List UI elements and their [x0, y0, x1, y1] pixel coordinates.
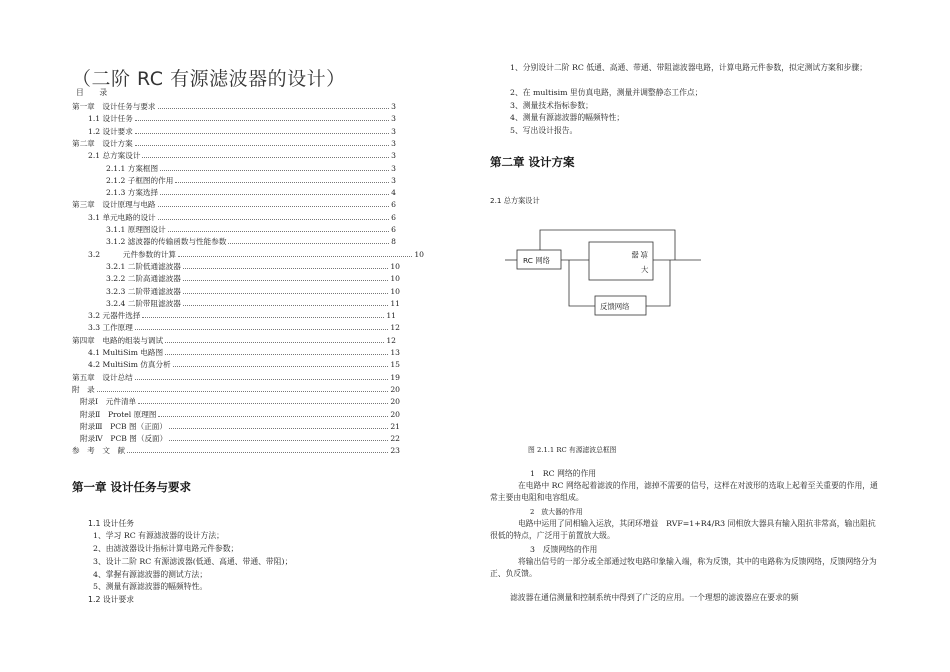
- toc-heading: 目 录: [76, 88, 108, 97]
- toc-leader-dots: [127, 451, 388, 453]
- item1-text: 在电路中 RC 网络起着滤波的作用，滤掉不需要的信号，这样在对波形的选取上起着至关重要的作用，通常主要由电阻和电容组成。: [490, 481, 878, 503]
- item3-text: 将输出信号的一部分或全部通过牧电路印象输入端，称为反馈，其中的电路称为反馈网络，反馈网络分为正、负反馈。: [490, 557, 877, 579]
- task-item: 5、测量有源滤波器的幅频特性。: [93, 582, 208, 591]
- toc-entry-page: 23: [390, 446, 400, 456]
- toc-entry-label: 第一章 设计任务与要求: [72, 102, 156, 111]
- toc-entry[interactable]: [106, 236, 396, 248]
- toc-entry-label: 第三章 设计原理与电路: [72, 200, 156, 210]
- toc-entry-label: 4.2 MultiSim 仿真分析: [88, 360, 171, 370]
- toc-entry[interactable]: [88, 150, 396, 162]
- toc-entry-page: 3: [391, 151, 396, 161]
- toc-leader-dots: [165, 353, 388, 355]
- toc-entry-page: 6: [391, 200, 396, 210]
- toc-leader-dots: [169, 439, 388, 441]
- toc-entry[interactable]: [80, 409, 400, 421]
- toc-entry[interactable]: [80, 421, 400, 433]
- toc-leader-dots: [142, 156, 389, 158]
- toc-leader-dots: [183, 304, 388, 306]
- toc-leader-dots: [160, 169, 389, 171]
- toc-entry-label: 3.3 工作原理: [88, 323, 133, 333]
- task-item: 2、由滤波器设计指标计算电路元件参数；: [93, 544, 239, 553]
- toc-leader-dots: [142, 316, 384, 318]
- task-item: 3、设计二阶 RC 有源滤波器(低通、高通、带通、带阻)；: [93, 557, 293, 566]
- amplifier-block: [589, 242, 653, 280]
- toc-entry-page: 15: [390, 360, 400, 370]
- toc-leader-dots: [183, 279, 388, 281]
- item2-title: 2 放大器的作用: [530, 508, 583, 516]
- toc-entry[interactable]: [88, 322, 400, 334]
- toc-entry[interactable]: [106, 273, 400, 285]
- toc-entry-page: 3: [391, 138, 396, 148]
- toc-entry[interactable]: [88, 359, 400, 371]
- toc-entry[interactable]: [88, 310, 396, 322]
- toc-leader-dots: [165, 341, 384, 343]
- section-1-2-heading: 1.2 设计要求: [88, 595, 135, 604]
- toc-entry-label: 3.1.2 滤波器的传输函数与性能参数: [106, 237, 227, 247]
- toc-entry-label: 4.1 MultiSim 电路图: [88, 348, 164, 357]
- toc-entry-page: 12: [390, 323, 400, 333]
- toc-entry-label: 3.2.2 二阶高通滤波器: [106, 274, 181, 284]
- toc-entry-page: 20: [390, 409, 400, 419]
- toc-entry-page: 10: [390, 261, 400, 271]
- toc-entry[interactable]: [106, 298, 400, 310]
- toc-entry-label: 3.2 元器件选择: [88, 311, 141, 321]
- toc-leader-dots: [158, 415, 388, 417]
- toc-entry-page: 10: [414, 249, 424, 259]
- feedback-network-label: 反馈网络: [600, 302, 630, 311]
- toc-leader-dots: [168, 230, 389, 232]
- toc-entry-label: 附录Ⅳ PCB 图（反面）: [80, 434, 168, 444]
- toc-entry-page: 22: [390, 434, 400, 444]
- closing-paragraph: 滤波器在通信测量和控制系统中得到了广泛的应用。一个理想的滤波器应在要求的频: [510, 593, 799, 602]
- toc-entry-label: 2.1.2 子框图的作用: [106, 175, 174, 185]
- toc-leader-dots: [97, 390, 389, 392]
- toc-entry-page: 3: [391, 114, 396, 124]
- toc-entry-page: 10: [390, 286, 400, 296]
- toc-entry[interactable]: [80, 396, 400, 408]
- block-diagram: [505, 228, 705, 328]
- toc-entry[interactable]: [72, 384, 400, 396]
- toc-entry-page: 6: [391, 225, 396, 234]
- toc-entry-label: 附录Ⅰ 元件清单: [80, 397, 137, 407]
- toc-leader-dots: [135, 378, 389, 380]
- toc-entry[interactable]: [80, 433, 400, 445]
- amplifier-label-3: 器: [631, 250, 639, 259]
- toc-leader-dots: [158, 218, 390, 220]
- toc-leader-dots: [178, 255, 412, 257]
- toc-entry-label: 第五章 设计总结: [72, 372, 133, 382]
- toc-leader-dots: [135, 119, 389, 121]
- toc-entry-label: 2.1.1 方案框图: [106, 163, 159, 173]
- rc-network-label: RC 网络: [523, 256, 551, 265]
- toc-entry-page: 11: [390, 298, 400, 308]
- toc-entry-label: 3.2.1 二阶低通滤波器: [106, 261, 181, 271]
- toc-entry-page: 19: [390, 372, 400, 382]
- toc-entry-label: 1.2 设计要求: [88, 126, 133, 136]
- toc-entry[interactable]: [72, 445, 400, 457]
- figure-caption: 图 2.1.1 RC 有源滤波总框图: [528, 446, 617, 454]
- item2-text: 电路中运用了同相输入运放，其闭环增益 RVF=1+R4/R3 同相放大器具有输入阻抗非常高，输出阻抗很低的特点，广泛用于前置放大级。: [490, 519, 876, 541]
- toc-entry[interactable]: [88, 249, 424, 261]
- toc-entry-page: 3: [391, 102, 396, 111]
- toc-entry-label: 参 考 文 献: [72, 446, 126, 456]
- toc-entry-page: 20: [390, 397, 400, 407]
- toc-entry-page: 10: [390, 274, 400, 284]
- toc-entry-page: 3: [391, 126, 396, 136]
- section-2-1-heading: 2.1 总方案设计: [490, 196, 540, 205]
- chapter1-heading: 第一章 设计任务与要求: [72, 480, 192, 494]
- toc-entry-page: 8: [391, 237, 396, 247]
- section-1-1-heading: 1.1 设计任务: [88, 519, 135, 528]
- toc-entry-label: 3.1 单元电路的设计: [88, 212, 156, 222]
- toc-entry-page: 13: [390, 348, 400, 357]
- toc-entry[interactable]: [106, 187, 396, 199]
- toc-entry[interactable]: [106, 286, 400, 298]
- toc-entry-label: 2.1.3 方案选择: [106, 188, 159, 198]
- task-item: 1、学习 RC 有源滤波器的设计方法；: [93, 531, 224, 540]
- toc-entry-label: 3.2 元件参数的计算: [88, 249, 177, 259]
- toc-entry-label: 附录Ⅱ Protel 原理图: [80, 409, 157, 419]
- toc-entry-label: 3.1.1 原理图设计: [106, 225, 166, 234]
- toc-leader-dots: [158, 107, 390, 109]
- toc-entry[interactable]: [88, 113, 396, 125]
- toc-entry[interactable]: [72, 335, 396, 347]
- toc-entry[interactable]: [72, 372, 400, 384]
- toc-leader-dots: [135, 144, 389, 146]
- requirement-1: 1、分别设计二阶 RC 低通、高通、带通、带阻滤波器电路，计算电路元件参数，拟定测试方案和步骤；: [510, 63, 868, 72]
- toc-entry-label: 1.1 设计任务: [88, 114, 133, 124]
- toc-leader-dots: [135, 132, 389, 134]
- toc-entry-label: 第二章 设计方案: [72, 138, 133, 148]
- toc-entry-page: 4: [391, 188, 396, 198]
- requirement-5: 5、写出设计报告。: [510, 126, 578, 135]
- toc-entry[interactable]: [106, 261, 400, 273]
- toc-leader-dots: [160, 193, 389, 195]
- toc-entry-page: 6: [391, 212, 396, 222]
- toc-entry[interactable]: [106, 175, 396, 187]
- item1-title: 1 RC 网络的作用: [530, 469, 597, 478]
- toc-entry-label: 3.2.3 二阶带通滤波器: [106, 286, 181, 296]
- toc-entry-label: 第四章 电路的组装与调试: [72, 335, 164, 345]
- toc-leader-dots: [183, 267, 388, 269]
- toc-leader-dots: [135, 328, 388, 330]
- toc-leader-dots: [169, 427, 388, 429]
- toc-entry-page: 21: [390, 421, 400, 431]
- toc-entry-label: 附录Ⅲ PCB 图（正面）: [80, 421, 167, 431]
- toc-entry-page: 20: [390, 384, 400, 394]
- toc-entry-label: 2.1 总方案设计: [88, 151, 141, 161]
- requirement-3: 3、测量技术指标参数；: [510, 101, 593, 110]
- toc-entry[interactable]: [106, 224, 396, 236]
- amplifier-label-2: 大: [641, 265, 649, 274]
- document-title: （二阶 RC 有源滤波器的设计）: [72, 68, 346, 90]
- toc-leader-dots: [183, 292, 388, 294]
- requirement-2: 2、在 multisim 里仿真电路，测量并调整静态工作点；: [510, 88, 703, 97]
- toc-entry-label: 3.2.4 二阶带阻滤波器: [106, 298, 181, 308]
- toc-entry[interactable]: [72, 101, 396, 113]
- toc-entry[interactable]: [72, 138, 396, 150]
- toc-leader-dots: [138, 402, 388, 404]
- toc-leader-dots: [175, 181, 389, 183]
- toc-entry[interactable]: [88, 212, 396, 224]
- toc-entry[interactable]: [106, 163, 396, 175]
- item3-title: 3 反馈网络的作用: [530, 545, 598, 554]
- requirement-4: 4、测量有源滤波器的幅频特性；: [510, 113, 625, 122]
- toc-entry-page: 12: [386, 335, 396, 345]
- toc-entry-page: 11: [386, 311, 396, 321]
- toc-leader-dots: [158, 205, 390, 207]
- toc-entry-page: 3: [391, 175, 396, 185]
- toc-entry-page: 3: [391, 163, 396, 173]
- chapter2-heading: 第二章 设计方案: [490, 155, 575, 169]
- toc-entry[interactable]: [72, 199, 396, 211]
- amplifier-label-1: 放: [640, 250, 648, 259]
- task-item: 4、掌握有源滤波器的测试方法；: [93, 570, 208, 579]
- toc-leader-dots: [173, 365, 389, 367]
- toc-entry[interactable]: [88, 347, 400, 359]
- toc-leader-dots: [228, 242, 389, 244]
- toc-entry-label: 附 录: [72, 384, 95, 394]
- toc-entry[interactable]: [88, 126, 396, 138]
